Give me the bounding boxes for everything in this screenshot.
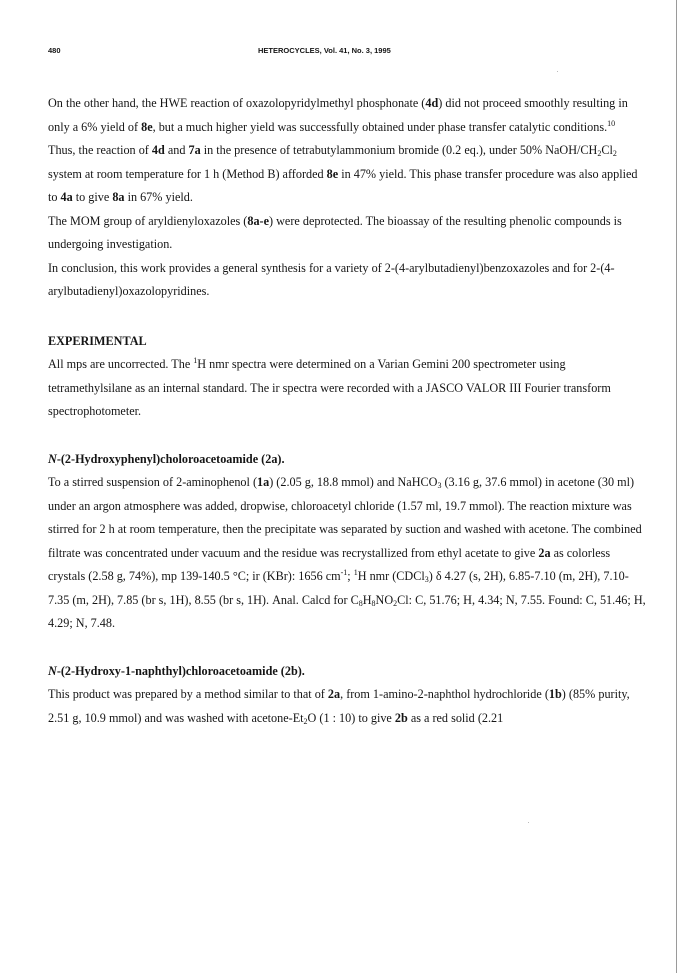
paragraph-compound-2a: To a stirred suspension of 2-aminophenol (1a) (2.05 g, 18.8 mmol) and NaHCO$_3$ (3.16 g, 37.6 mmol) in acetone (30 ml) under an argon atmosphere was added, dropwise, chloroacetyl chloride (1.57 ml, 19.7 mmol). The reaction mixture was stirred for 2 h at room temperature, then the precipitate was separated by suction and washed with acetone. The combined filtrate was concentrated under vacuum and the residue was recrystallized from ethyl acetate to give 2a as colorless crystals (2.58 g, 74%), mp 139-140.5 °C; ir (KBr): 1656 $cm^{-1}$; $^1$H nmr (CDCl$_3$) δ 4.27 (s, 2H), 6.85-7.10 (m, 2H), 7.10-7.35 (m, 2H), 7.85 (br s, 1H), 8.55 (br s, 1H). Anal. Calcd for $C_8H_8NO_2Cl$: C, 51.76; H, 4.34; N, 7.55. Found: C, 51.46; H, 4.29; N, 7.48.: [48, 475, 646, 630]
scan-speck: [557, 71, 558, 72]
page-number: 480: [48, 46, 61, 55]
scan-speck: [528, 822, 529, 823]
page-edge-line: [676, 0, 677, 973]
compound-heading-2a: N-(2-Hydroxyphenyl)choloroacetoamide (2a).: [48, 451, 285, 466]
running-title: HETEROCYCLES, Vol. 41, No. 3, 1995: [258, 46, 391, 55]
paragraph-experimental-general: All mps are uncorrected. The $^1$H nmr spectra were determined on a Varian Gemini 200 spectrometer using tetramethylsilane as an internal standard. The ir spectra were recorded with a JASCO VALOR III Fourier transform spectrophotometer.: [48, 356, 611, 418]
paragraph-conclusion: In conclusion, this work provides a general synthesis for a variety of 2-(4-arylbutadienyl)benzoxazoles and for 2-(4-arylbutadienyl)oxazolopyridines.: [48, 260, 615, 298]
paragraph-hwe-reaction: On the other hand, the HWE reaction of oxazolopyridylmethyl phosphonate (4d) did not proceed smoothly resulting in only a 6% yield of 8e, but a much higher yield was successfully obtained under phase transfer catalytic conditions.$^{10}$: [48, 96, 628, 134]
paragraph-deprotection: The MOM group of aryldienyloxazoles (8a-e) were deprotected. The bioassay of the resulting phenolic compounds is undergoing investigation.: [48, 213, 622, 251]
compound-heading-2b: N-(2-Hydroxy-1-naphthyl)chloroacetoamide (2b).: [48, 663, 305, 678]
reference-superscript: 10: [607, 118, 616, 128]
article-body: [48, 92, 648, 730]
running-header: [0, 46, 683, 60]
section-heading-experimental: EXPERIMENTAL: [48, 333, 147, 348]
paragraph-compound-2b: This product was prepared by a method similar to that of 2a, from 1-amino-2-naphthol hydrochloride (1b) (85% purity, 2.51 g, 10.9 mmol) and was washed with acetone-$Et_2O$ (1 : 10) to give 2b as a red solid (2.21: [48, 687, 630, 726]
paragraph-method-b: Thus, the reaction of 4d and 7a in the presence of tetrabutylammonium bromide (0.2 eq.), under 50% NaOH/$CH_2Cl_2$ system at room temperature for 1 h (Method B) afforded 8e in 47% yield. This phase transfer procedure was also applied to 4a to give 8a in 67% yield.: [48, 143, 638, 204]
